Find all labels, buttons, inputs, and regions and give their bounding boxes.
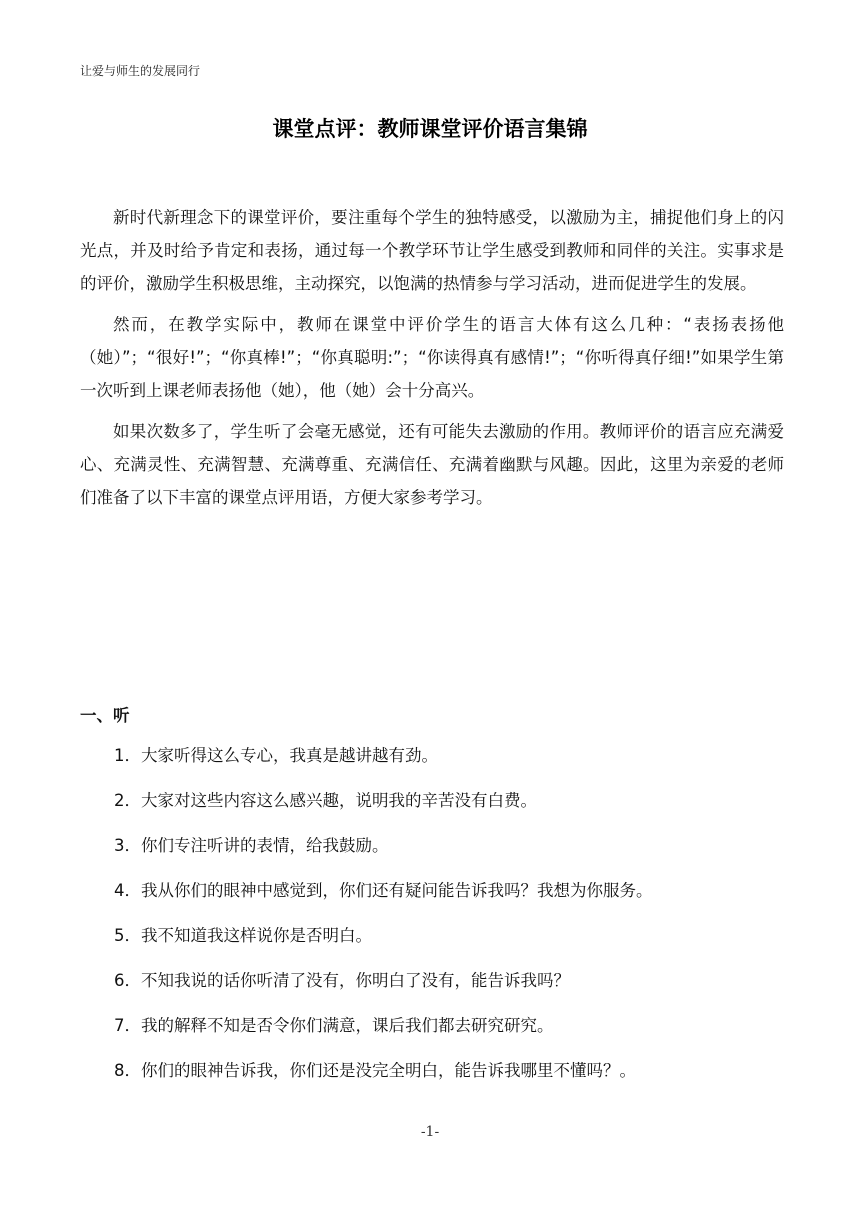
item-number: 3． [114, 836, 141, 855]
item-number: 1． [114, 746, 141, 765]
item-text: 我从你们的眼神中感觉到，你们还有疑问能告诉我吗？我想为你服务。 [141, 881, 653, 900]
item-text: 不知我说的话你听清了没有，你明白了没有，能告诉我吗？ [141, 971, 570, 990]
intro-paragraph-1: 新时代新理念下的课堂评价，要注重每个学生的独特感受，以激励为主，捕捉他们身上的闪光点，并及时给予肯定和表扬，通过每一个教学环节让学生感受到教师和同伴的关注。实事求是的评价，激励学生积极思维，主动探究，以饱满的热情参与学习活动，进而促进学生的发展。 [80, 208, 784, 293]
item-text: 你们的眼神告诉我，你们还是没完全明白，能告诉我哪里不懂吗？。 [141, 1061, 636, 1080]
list-item [114, 741, 794, 786]
item-number: 6． [114, 971, 141, 990]
list-item [114, 966, 794, 1011]
item-number: 5． [114, 926, 141, 945]
list-item [114, 1056, 794, 1101]
page-number: -1- [420, 1124, 440, 1140]
item-text: 我不知道我这样说你是否明白。 [141, 926, 372, 945]
item-text: 你们专注听讲的表情，给我鼓励。 [141, 836, 389, 855]
intro-paragraph-2: 然而，在教学实际中，教师在课堂中评价学生的语言大体有这么几种：“表扬表扬他（她）”；“很好!”；“你真棒!”；“你真聪明:”；“你读得真有感情!”；“你听得真仔细!”如果学生第一次听到上课老师表扬他（她），他（她）会十分高兴。 [80, 315, 784, 400]
item-text: 我的解释不知是否令你们满意，课后我们都去研究研究。 [141, 1016, 554, 1035]
running-header: 让爱与师生的发展同行 [80, 64, 201, 78]
item-number: 4． [114, 881, 141, 900]
list-item [114, 876, 794, 921]
item-number: 2． [114, 791, 141, 810]
item-text: 大家听得这么专心，我真是越讲越有劲。 [141, 746, 438, 765]
item-number: 8． [114, 1061, 141, 1080]
intro-body [80, 201, 784, 514]
item-number: 7． [114, 1016, 141, 1035]
list-item [114, 1011, 794, 1056]
list-item [114, 831, 794, 876]
list-item [114, 921, 794, 966]
section-heading-listen: 一、听 [80, 706, 130, 725]
intro-paragraph-3: 如果次数多了，学生听了会毫无感觉，还有可能失去激励的作用。教师评价的语言应充满爱心、充满灵性、充满智慧、充满尊重、充满信任、充满着幽默与风趣。因此，这里为亲爱的老师们准备了以下丰富的课堂点评用语，方便大家参考学习。 [80, 422, 784, 507]
list-item [114, 786, 794, 831]
listen-phrase-list [114, 741, 794, 1101]
item-text: 大家对这些内容这么感兴趣，说明我的辛苦没有白费。 [141, 791, 537, 810]
document-title: 课堂点评：教师课堂评价语言集锦 [272, 117, 588, 141]
